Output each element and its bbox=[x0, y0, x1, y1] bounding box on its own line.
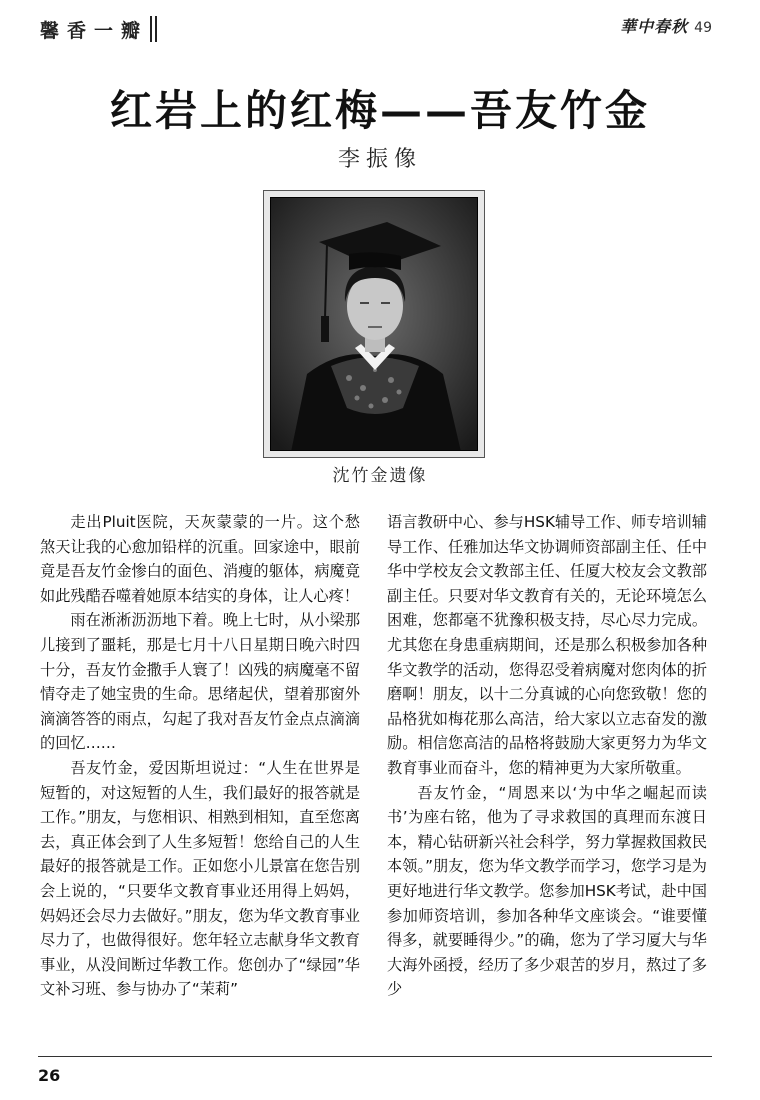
photo-caption: 沈竹金遗像 bbox=[332, 466, 428, 486]
section-header bbox=[40, 12, 157, 46]
page-number: 26 bbox=[38, 1066, 61, 1085]
paragraph: 语言教研中心、参与HSK辅导工作、师专培训辅导工作、任雅加达华文协调师资部副主任、任中华中学校友会文教部主任、任厦大校友会文教部副主任。只要对华文教育有关的，无论环境怎么困难，您都毫不犹豫积极支持，尽心尽力完成。尤其您在身患重病期间，还是那么积极参加各种华文教学的活动，您得忍受着病魔对您肉体的折磨啊！朋友，以十二分真诚的心向您致敬！您的品格犹如梅花那么高洁，给大家以立志奋发的激励。相信您高洁的品格将鼓励大家更努力为华文教育事业而奋斗，您的精神更为大家所敬重。 bbox=[387, 513, 707, 777]
article-author: 李振像 bbox=[337, 147, 422, 172]
paragraph: 雨在淅淅沥沥地下着。晚上七时，从小梁那儿接到了噩耗，那是七月十八日星期日晚六时四十分，吾友竹金撒手人寰了！凶残的病魔毫不留情夺走了她宝贵的生命。思绪起伏，望着那窗外滴滴答答的雨点，勾起了我对吾友竹金点点滴滴的回忆…… bbox=[40, 611, 360, 753]
portrait-photo bbox=[270, 197, 478, 451]
paragraph: 吾友竹金，爱因斯坦说过：“人生在世界是短暂的，对这短暂的人生，我们最好的报答就是工作。”朋友，与您相识、相熟到相知，直至您离去，真正体会到了人生多短暂！您给自己的人生最好的报答就是工作。正如您小儿景富在您告别会上说的，“只要华文教育事业还用得上妈妈，妈妈还会尽力去做好。”朋友，您为华文教育事业尽力了，也做得很好。您年轻立志献身华文教育事业，从没间断过华教工作。您创办了“绿园”华文补习班、参与协办了“茉莉” bbox=[40, 758, 360, 999]
footer-divider bbox=[38, 1056, 712, 1057]
paragraph: 吾友竹金，“周恩来以‘为中华之崛起而读书’为座右铭，他为了寻求救国的真理而东渡日本，精心钻研新兴社会科学，努力掌握救国救民本领。”朋友，您为华文教学而学习，您学习是为更好地进行华文教学。您参加HSK考试，赴中国参加师资培训，参加各种华文座谈会。“谁要懂得多，就要睡得少。”的确，您为了学习厦大与华大海外函授，经历了多少艰苦的岁月，熬过了多少 bbox=[387, 783, 707, 999]
publication-header bbox=[620, 14, 712, 37]
body-right-column bbox=[387, 510, 707, 1002]
paragraph: 走出Pluit医院，天灰蒙蒙的一片。这个愁煞天让我的心愈加铅样的沉重。回家途中，眼前竟是吾友竹金惨白的面色、消瘦的躯体，病魔竟如此残酷吞噬着她原本结实的身体，让人心疼！ bbox=[40, 513, 360, 605]
section-name: 馨香一瓣 bbox=[40, 19, 149, 42]
portrait-image bbox=[271, 198, 478, 451]
article-title: 红岩上的红梅——吾友竹金 bbox=[109, 86, 650, 135]
portrait-frame bbox=[263, 190, 485, 458]
publication-logo: 華中春秋 bbox=[620, 17, 689, 36]
body-left-column bbox=[40, 510, 360, 1002]
header-bars-ornament bbox=[150, 16, 157, 42]
issue-number: 49 bbox=[694, 20, 712, 36]
